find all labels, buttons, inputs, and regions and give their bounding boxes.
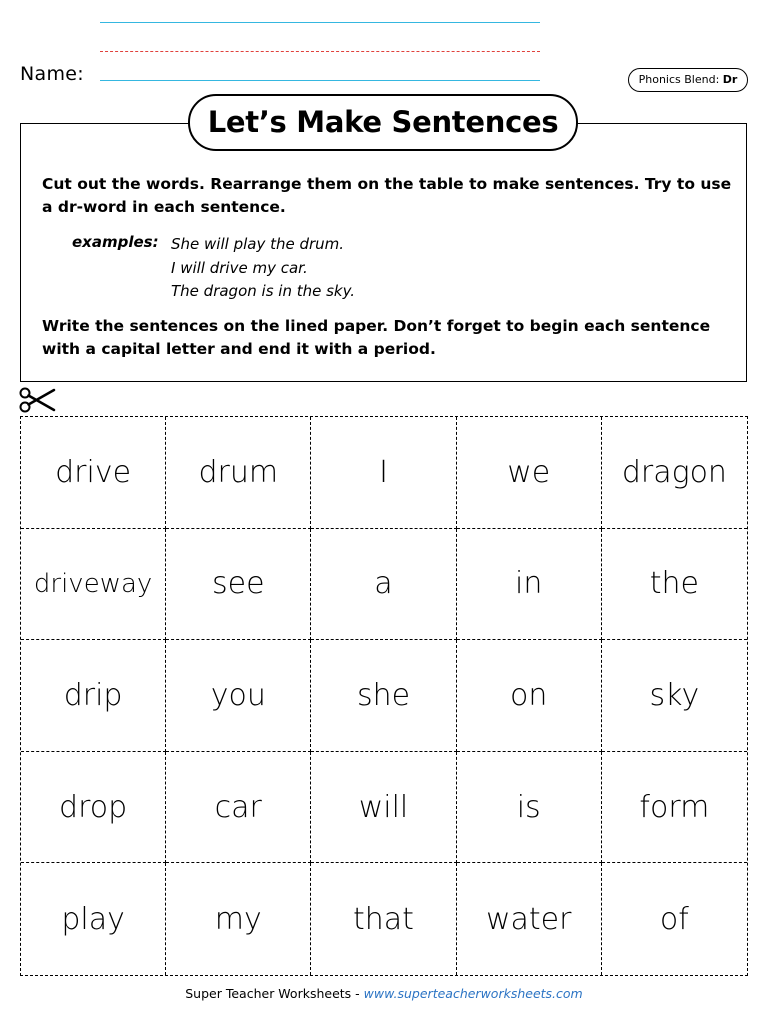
word-card: drip (21, 640, 166, 752)
word-card: drop (21, 752, 166, 864)
word-card: dragon (602, 417, 747, 529)
word-card: the (602, 529, 747, 641)
scissors-icon (18, 386, 56, 416)
examples-label: examples: (72, 233, 159, 251)
name-label: Name: (20, 63, 84, 85)
name-line (100, 80, 540, 81)
word-card: drive (21, 417, 166, 529)
worksheet-title: Let’s Make Sentences (188, 94, 578, 151)
word-card: you (166, 640, 311, 752)
word-card: see (166, 529, 311, 641)
word-card-grid (20, 416, 748, 976)
phonics-blend-value: Dr (722, 73, 738, 86)
example-sentence: I will drive my car. (171, 259, 308, 277)
write-instructions: Write the sentences on the lined paper. Don’t forget to begin each sentence with a capital letter and end it with a period. (42, 317, 711, 358)
handwriting-line-middle (100, 51, 540, 52)
example-sentence: The dragon is in the sky. (171, 282, 356, 300)
word-card: is (457, 752, 602, 864)
footer (0, 986, 768, 1001)
word-card: of (659, 901, 689, 937)
word-card: that (311, 863, 456, 975)
word-card: form (602, 752, 747, 864)
intro-instructions: Cut out the words. Rearrange them on the table to make sentences. Try to use a dr-word in each sentence. (42, 175, 732, 216)
example-sentence: She will play the drum. (171, 235, 345, 253)
word-card: I (311, 417, 456, 529)
phonics-blend-badge (628, 68, 748, 92)
footer-link[interactable]: www.superteacherworksheets.com (363, 986, 583, 1001)
word-card: in (457, 529, 602, 641)
handwriting-line-top (100, 22, 540, 23)
footer-text: Super Teacher Worksheets - (185, 986, 364, 1001)
word-card: we (457, 417, 602, 529)
word-card: play (21, 863, 166, 975)
word-card: drum (166, 417, 311, 529)
word-card: a (311, 529, 456, 641)
word-card: water (457, 863, 602, 975)
word-card: she (311, 640, 456, 752)
word-card: driveway (21, 529, 166, 641)
word-card: will (311, 752, 456, 864)
word-card: car (166, 752, 311, 864)
word-card: on (457, 640, 602, 752)
phonics-blend-label: Phonics Blend: (638, 73, 720, 86)
word-card: sky (602, 640, 747, 752)
word-card: my (166, 863, 311, 975)
